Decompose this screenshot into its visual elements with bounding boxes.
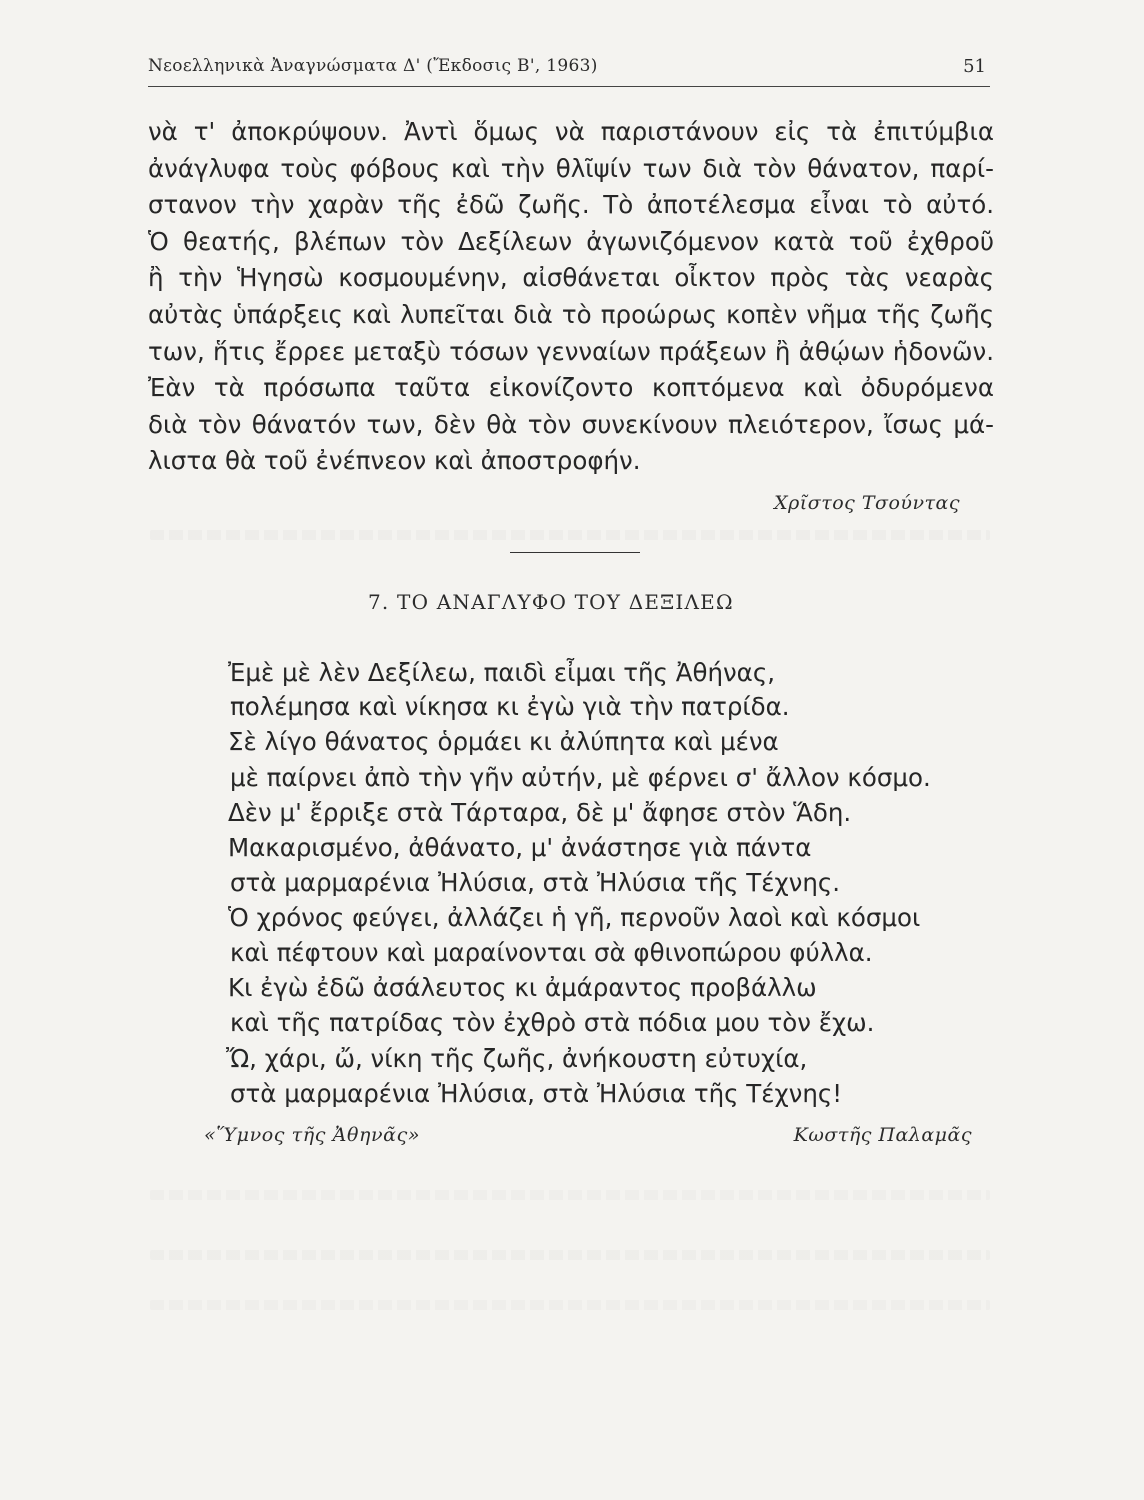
poem-line: στὰ μαρμαρένια Ἠλύσια, στὰ Ἠλύσια τῆς Τέχνης. (230, 868, 841, 897)
prose-line: στανον τὴν χαρὰν τῆς ἐδῶ ζωῆς. Τὸ ἀποτέλεσμα εἶναι τὸ αὐτό. (148, 190, 994, 220)
poem-line: Ὤ, χάρι, ὤ, νίκη τῆς ζωῆς, ἀνήκουστη εὐτυχία, (226, 1044, 808, 1073)
poem-line: καὶ τῆς πατρίδας τὸν ἐχθρὸ στὰ πόδια μου τὸν ἔχω. (230, 1008, 875, 1037)
poem-line: μὲ παίρνει ἀπὸ τὴν γῆν αὐτήν, μὲ φέρνει σ' ἄλλον κόσμο. (230, 763, 931, 792)
prose-line: νὰ τ' ἀποκρύψουν. Ἀντὶ ὅμως νὰ παριστάνουν εἰς τὰ ἐπιτύμβια (148, 117, 994, 146)
poem-line: Κι ἐγὼ ἐδῶ ἀσάλευτος κι ἀμάραντος προβάλλω (228, 973, 817, 1002)
poem-line: Δὲν μ' ἔρριξε στὰ Τάρταρα, δὲ μ' ἄφησε στὸν Ἅδη. (228, 798, 852, 827)
poem-line: Σὲ λίγο θάνατος ὁρμάει κι ἀλύπητα καὶ μένα (228, 727, 779, 756)
poem-source: «Ὕμνος τῆς Ἀθηνᾶς» (204, 1124, 421, 1146)
header-title: Νεοελληνικὰ Ἀναγνώσματα Δ' (Ἔκδοσις Β', 1963) (148, 56, 598, 76)
prose-line: αὐτὰς ὑπάρξεις καὶ λυπεῖται διὰ τὸ προώρως κοπὲν νῆμα τῆς ζωῆς (148, 299, 994, 329)
poem-line: Ὁ χρόνος φεύγει, ἀλλάζει ἡ γῆ, περνοῦν λαοὶ καὶ κόσμοι (228, 903, 921, 932)
prose-line: λιστα θὰ τοῦ ἐνέπνεον καὶ ἀποστροφήν. (148, 446, 641, 476)
page-number: 51 (963, 56, 986, 77)
poem-line: Μακαρισμένο, ἀθάνατο, μ' ἀνάστησε γιὰ πάντα (228, 833, 812, 862)
prose-line: Ὁ θεατής, βλέπων τὸν Δεξίλεων ἀγωνιζόμενον κατὰ τοῦ ἐχθροῦ (148, 226, 994, 256)
prose-line: ἢ τὴν Ἡγησὼ κοσμουμένην, αἰσθάνεται οἶκτον πρὸς τὰς νεαρὰς (148, 263, 994, 293)
prose-line: των, ἥτις ἔρρεε μεταξὺ τόσων γενναίων πράξεων ἢ ἀθῴων ἡδονῶν. (148, 336, 994, 366)
section-title: 7. ΤΟ ΑΝΑΓΛΥΦΟ ΤΟΥ ΔΕΞΙΛΕΩ (368, 590, 734, 614)
poem-line: στὰ μαρμαρένια Ἠλύσια, στὰ Ἠλύσια τῆς Τέχνης! (230, 1079, 843, 1108)
prose-line: Ἐὰν τὰ πρόσωπα ταῦτα εἰκονίζοντο κοπτόμενα καὶ ὀδυρόμενα (148, 373, 994, 403)
prose-line: διὰ τὸν θάνατόν των, δὲν θὰ τὸν συνεκίνουν πλειότερον, ἴσως μά- (148, 409, 994, 439)
poem-line: πολέμησα καὶ νίκησα κι ἐγὼ γιὰ τὴν πατρίδα. (230, 692, 790, 721)
poem-line: καὶ πέφτουν καὶ μαραίνονται σὰ φθινοπώρου φύλλα. (230, 938, 873, 967)
poem-line: Ἐμὲ μὲ λὲν Δεξίλεω, παιδὶ εἶμαι τῆς Ἀθήνας, (228, 658, 775, 687)
poem-author: Κωστῆς Παλαμᾶς (793, 1124, 972, 1146)
prose-line: ἀνάγλυφα τοὺς φόβους καὶ τὴν θλῖψίν των διὰ τὸν θάνατον, παρί- (148, 153, 994, 183)
prose-author: Χρῖστος Τσούντας (774, 492, 960, 514)
